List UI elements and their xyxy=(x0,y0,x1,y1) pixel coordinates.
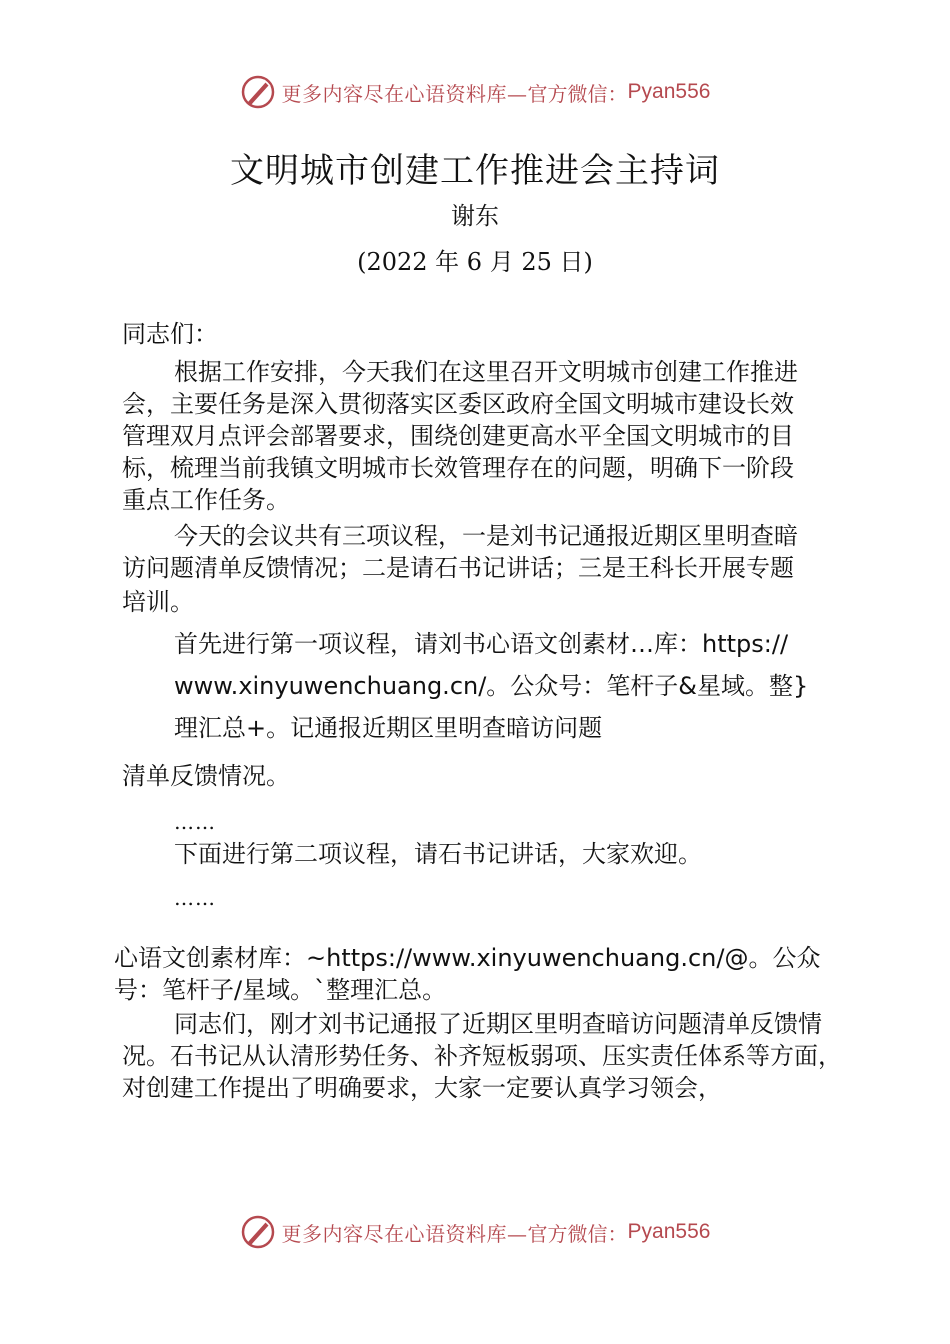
pen-logo-icon xyxy=(240,74,276,110)
text-line: 心语文创素材库：~https://www.xinyuwenchuang.cn/@。公众 xyxy=(114,944,821,972)
text-line: 同志们： xyxy=(122,320,218,348)
text-line: 会，主要任务是深入贯彻落实区委区政府全国文明城市建设长效 xyxy=(122,390,794,418)
text-line: 重点工作任务。 xyxy=(122,486,290,514)
document-title: 文明城市创建工作推进会主持词 xyxy=(230,151,720,191)
header-banner xyxy=(0,72,950,112)
text-line: 今天的会议共有三项议程，一是刘书记通报近期区里明查暗 xyxy=(174,522,798,550)
document-date: (2022 年 6 月 25 日) xyxy=(357,248,593,276)
text-line: 标，梳理当前我镇文明城市长效管理存在的问题，明确下一阶段 xyxy=(122,454,794,482)
banner-wechat-label: 官方微信： xyxy=(527,1221,628,1246)
footer-banner xyxy=(0,1212,950,1252)
text-line: 同志们，刚才刘书记通报了近期区里明查暗访问题清单反馈情 xyxy=(174,1010,822,1038)
text-line: 理汇总+。记通报近期区里明查暗访问题 xyxy=(174,714,603,742)
ellipsis-line: …… xyxy=(174,810,216,834)
text-line: 根据工作安排，今天我们在这里召开文明城市创建工作推进 xyxy=(174,358,798,386)
banner-text: 更多内容尽在心语资料库— xyxy=(281,81,528,106)
text-line: 号：笔杆子/星域。`整理汇总。 xyxy=(114,976,447,1004)
banner-wechat-id: Pyan556 xyxy=(627,1220,711,1243)
banner-text: 更多内容尽在心语资料库— xyxy=(281,1221,528,1246)
text-line: 对创建工作提出了明确要求，大家一定要认真学习领会， xyxy=(122,1074,722,1102)
text-line: 清单反馈情况。 xyxy=(122,762,290,790)
banner-wechat-label: 官方微信： xyxy=(527,81,628,106)
ellipsis-line: …… xyxy=(174,886,216,910)
text-line: 管理双月点评会部署要求，围绕创建更高水平全国文明城市的目 xyxy=(122,422,794,450)
text-line: 下面进行第二项议程，请石书记讲话，大家欢迎。 xyxy=(174,840,702,868)
banner-wechat-id: Pyan556 xyxy=(627,80,711,103)
text-line: 访问题清单反馈情况；二是请石书记讲话；三是王科长开展专题 xyxy=(122,554,794,582)
text-line: 首先进行第一项议程，请刘书心语文创素材…库：https:// xyxy=(174,630,789,658)
text-line: www.xinyuwenchuang.cn/。公众号：笔杆子&星域。整} xyxy=(174,672,809,700)
pen-logo-icon xyxy=(240,1214,276,1250)
document-author: 谢东 xyxy=(451,202,499,230)
text-line: 培训。 xyxy=(122,588,194,616)
text-line: 况。石书记从认清形势任务、补齐短板弱项、压实责任体系等方面， xyxy=(122,1042,842,1070)
